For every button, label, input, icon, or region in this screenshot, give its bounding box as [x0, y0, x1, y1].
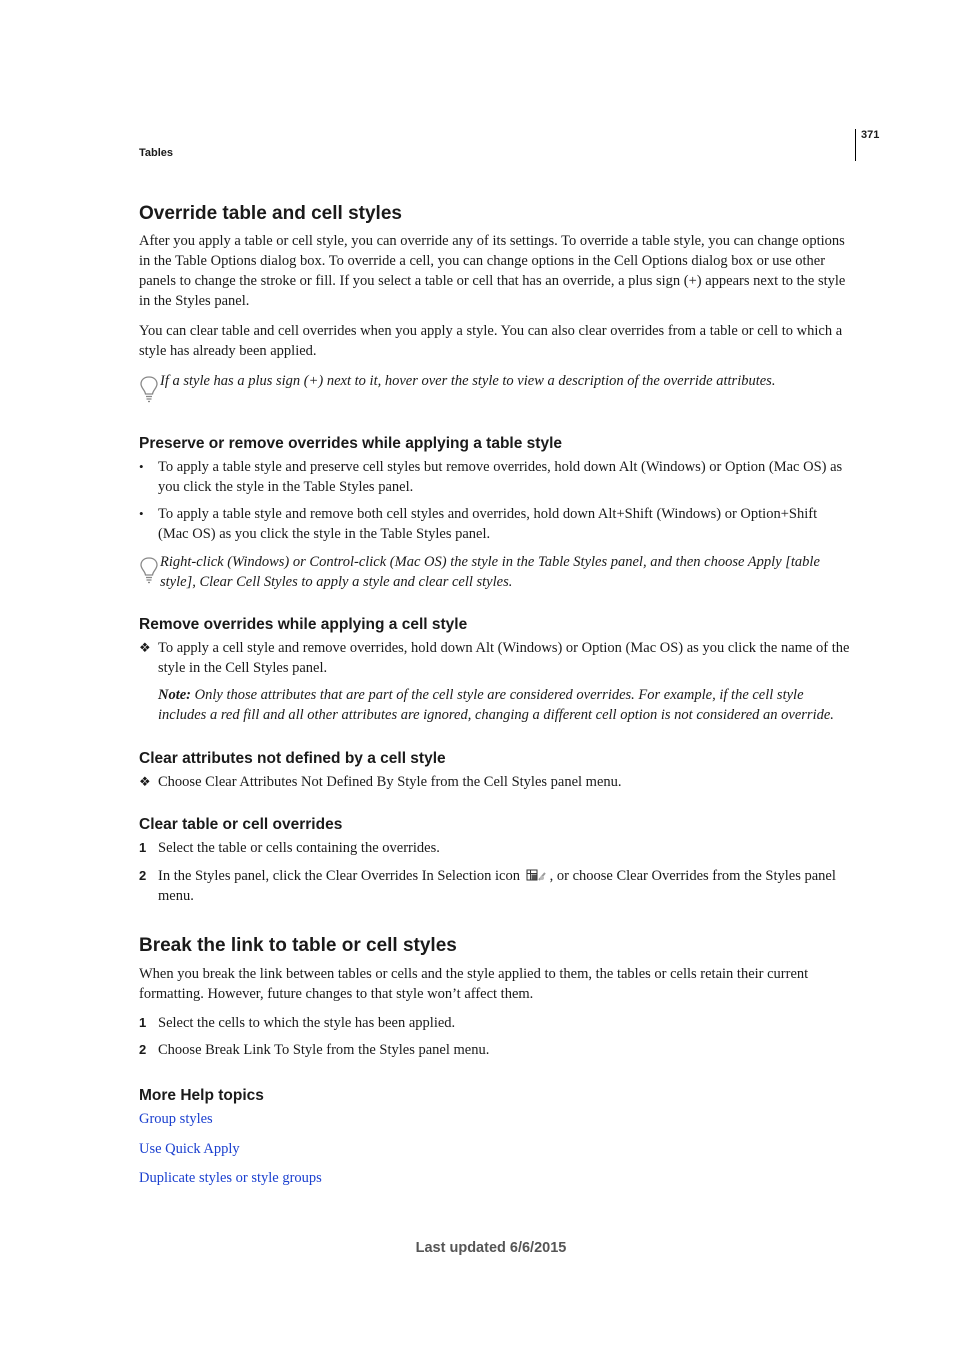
heading-override-table-cell-styles: Override table and cell styles: [139, 203, 402, 224]
link-use-quick-apply[interactable]: Use Quick Apply: [139, 1141, 240, 1157]
preserve-tip-text: Right-click (Windows) or Control-click (Mac OS) the style in the Table Styles panel, and then choose Apply [table style], Clear Cell Styles to apply a style and clear cell styles.: [160, 554, 820, 590]
page-number: 371: [861, 129, 880, 141]
link-group-styles[interactable]: Group styles: [139, 1111, 213, 1127]
heading-break-link: Break the link to table or cell styles: [139, 935, 457, 956]
heading-preserve-remove-overrides: Preserve or remove overrides while applying a table style: [139, 435, 562, 452]
step-marker: ❖: [139, 774, 151, 789]
heading-more-help-topics: More Help topics: [139, 1087, 264, 1104]
break-link-paragraph: When you break the link between tables or cells and the style applied to them, the tables or cells retain their current formatting. However, future changes to that style won’t affect them.: [139, 966, 809, 1002]
note-label: Note:: [158, 687, 192, 703]
step-text: Choose Clear Attributes Not Defined By Style from the Cell Styles panel menu.: [158, 774, 622, 790]
step-text: Select the table or cells containing the overrides.: [158, 840, 440, 856]
bullet-marker: •: [139, 459, 144, 474]
override-paragraph-1: After you apply a table or cell style, you can override any of its settings. To override a table style, you can change options in the Table Options dialog box. To override a cell, you can change options in the Cell Options dialog box or use other panels to change the stroke or fill. If you select a table or cell that has an override, a plus sign (+) appears next to the style in the Styles panel.: [139, 233, 846, 309]
footer-last-updated: Last updated 6/6/2015: [415, 1240, 567, 1256]
heading-clear-attributes: Clear attributes not defined by a cell style: [139, 750, 446, 767]
running-head: Tables: [139, 147, 174, 159]
note: [158, 685, 851, 725]
list-item: To apply a table style and preserve cell styles but remove overrides, hold down Alt (Windows) or Option (Mac OS) as you click the style in the Table Styles panel.: [158, 459, 843, 495]
link-duplicate-styles[interactable]: Duplicate styles or style groups: [139, 1170, 322, 1186]
step-text: Choose Break Link To Style from the Styles panel menu.: [158, 1042, 490, 1058]
step-text: Select the cells to which the style has been applied.: [158, 1015, 456, 1031]
override-tip-text: If a style has a plus sign (+) next to it, hover over the style to view a description of the override attributes.: [160, 373, 776, 389]
step-text: [158, 866, 851, 906]
step-number: 2: [139, 1042, 147, 1057]
step-text: To apply a cell style and remove overrides, hold down Alt (Windows) or Option (Mac OS) as you click the name of the style in the Cell Styles panel.: [158, 640, 850, 676]
step-number: 1: [139, 1015, 147, 1030]
step-text-before: In the Styles panel, click the Clear Overrides In Selection icon: [158, 868, 524, 884]
step-number: 2: [139, 868, 147, 883]
heading-remove-overrides-cell-style: Remove overrides while applying a cell style: [139, 616, 468, 633]
override-paragraph-2: You can clear table and cell overrides when you apply a style. You can also clear overrides from a table or cell to which a style has already been applied.: [139, 323, 843, 359]
step-marker: ❖: [139, 640, 151, 655]
step-text-after: , or choose Clear Overrides from the Styles panel menu.: [158, 868, 836, 904]
heading-clear-table-cell-overrides: Clear table or cell overrides: [139, 816, 343, 833]
lightbulb-icon: [139, 556, 159, 586]
bullet-marker: •: [139, 506, 144, 521]
lightbulb-icon: [139, 375, 159, 405]
step-number: 1: [139, 840, 147, 855]
list-item: To apply a table style and remove both cell styles and overrides, hold down Alt+Shift (Windows) or Option+Shift (Mac OS) as you click the style in the Table Styles panel.: [158, 506, 818, 542]
page-number-rule: [855, 129, 856, 161]
note-text: Only those attributes that are part of the cell style are considered overrides. For example, if the cell style includes a red fill and all other attributes are ignored, changing a different cell option is not considered an override.: [158, 687, 834, 723]
clear-overrides-icon: [526, 868, 548, 882]
